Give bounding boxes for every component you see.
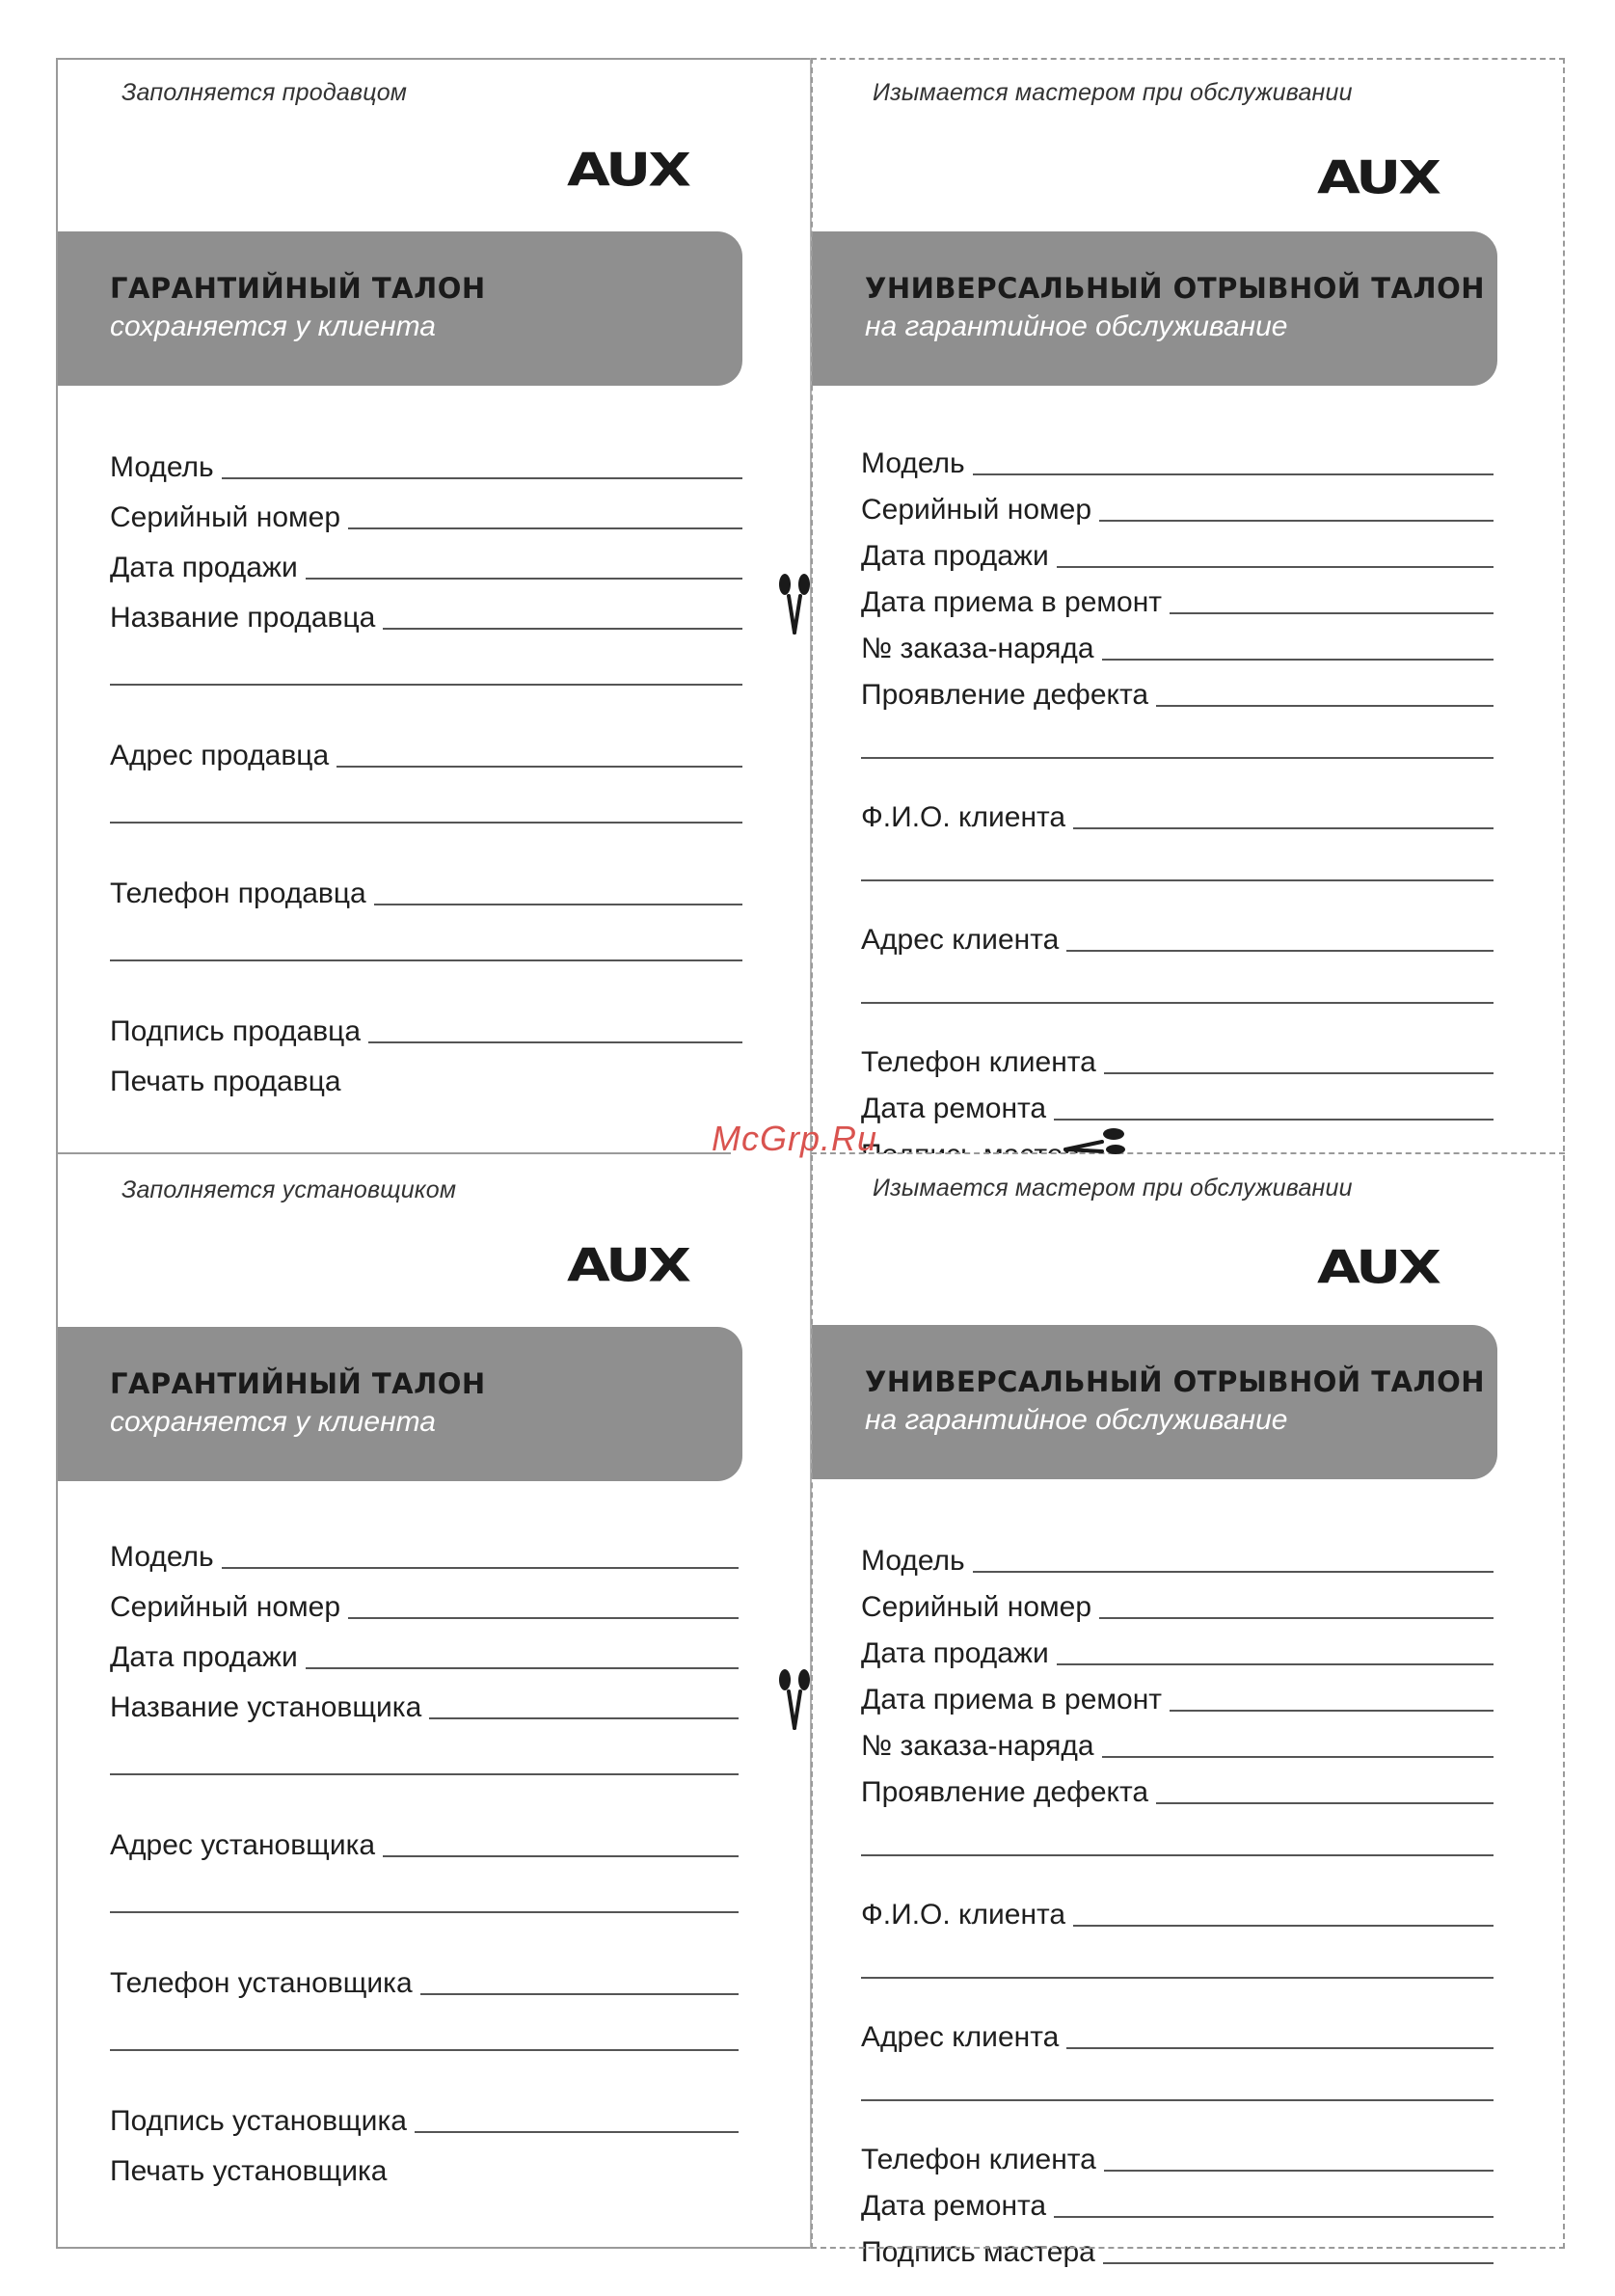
- field-model[interactable]: [861, 434, 1494, 480]
- field-serial[interactable]: [110, 484, 742, 534]
- divider-left-horizontal: [56, 1152, 731, 1154]
- title-banner: [56, 1327, 742, 1481]
- scissors-icon: [775, 1662, 814, 1730]
- field-label: Подпись продавца: [110, 1015, 362, 1047]
- field-label: Серийный номер: [861, 1591, 1092, 1623]
- field-sale-date[interactable]: [861, 1624, 1494, 1670]
- coupon-fields: [861, 1531, 1494, 2269]
- border-top-left: [56, 58, 811, 60]
- field-client-address[interactable]: [861, 2008, 1494, 2054]
- title-banner: [811, 1325, 1497, 1479]
- field-label: Ф.И.О. клиента: [861, 801, 1066, 833]
- aux-logo: AUX: [1317, 150, 1439, 204]
- aux-logo: AUX: [1317, 1240, 1439, 1294]
- field-label: Дата приема в ремонт: [861, 586, 1163, 618]
- field-order-number[interactable]: [861, 1716, 1494, 1763]
- scissors-icon: [1063, 1121, 1131, 1159]
- field-installer-address[interactable]: [110, 1812, 739, 1862]
- cut-line-top[interactable]: [811, 58, 1565, 60]
- field-repair-in-date[interactable]: [861, 573, 1494, 619]
- tearoff-coupon-top: [811, 58, 1565, 1153]
- seller-fields: [110, 434, 742, 1098]
- coupon-fields: [861, 434, 1494, 1172]
- banner-title: ГАРАНТИЙНЫЙ ТАЛОН: [110, 272, 486, 305]
- field-label: Модель: [861, 1545, 965, 1577]
- field-label: № заказа-наряда: [861, 1730, 1094, 1762]
- field-label: Проявление дефекта: [861, 1776, 1149, 1808]
- field-label: Адрес продавца: [110, 740, 330, 771]
- panel-note: Изымается мастером при обслуживании: [873, 79, 1353, 106]
- banner-title: ГАРАНТИЙНЫЙ ТАЛОН: [110, 1367, 486, 1400]
- field-master-signature[interactable]: [861, 2223, 1494, 2269]
- field-client-address[interactable]: [861, 910, 1494, 957]
- field-repair-date[interactable]: [861, 2176, 1494, 2223]
- field-label: Серийный номер: [110, 501, 341, 533]
- banner-subtitle: сохраняется у клиента: [110, 1406, 436, 1438]
- field-label: Проявление дефекта: [861, 679, 1149, 711]
- aux-logo: AUX: [567, 143, 688, 197]
- field-label: Серийный номер: [110, 1591, 341, 1623]
- cut-line-right[interactable]: [1563, 58, 1565, 2249]
- field-installer-phone[interactable]: [110, 1950, 739, 2000]
- field-label: Дата ремонта: [861, 2190, 1047, 2222]
- field-defect[interactable]: [861, 1763, 1494, 1809]
- field-sale-date[interactable]: [110, 534, 742, 584]
- banner-subtitle: сохраняется у клиента: [110, 311, 436, 342]
- scissors-icon: [775, 567, 814, 635]
- field-seller-address[interactable]: [110, 722, 742, 772]
- field-label: Модель: [110, 451, 214, 483]
- banner-subtitle: на гарантийное обслуживание: [865, 311, 1288, 342]
- border-bottom-left: [56, 2247, 811, 2249]
- title-banner: [56, 231, 742, 386]
- field-seller-signature[interactable]: [110, 998, 742, 1048]
- field-label: Дата продажи: [861, 540, 1049, 572]
- field-label: Дата ремонта: [861, 1093, 1047, 1124]
- field-client-phone[interactable]: [861, 2130, 1494, 2176]
- field-label: Телефон установщика: [110, 1967, 413, 1999]
- banner-subtitle: на гарантийное обслуживание: [865, 1404, 1288, 1436]
- warranty-card-installer: [56, 1153, 811, 2249]
- field-label: Подпись мастера: [861, 2236, 1095, 2268]
- field-installer-stamp: [110, 2138, 739, 2188]
- field-order-number[interactable]: [861, 619, 1494, 665]
- field-sale-date[interactable]: [110, 1624, 739, 1674]
- cut-line-bottom[interactable]: [811, 2247, 1565, 2249]
- panel-note: Изымается мастером при обслуживании: [873, 1175, 1353, 1202]
- field-seller-stamp: [110, 1048, 742, 1098]
- field-label: Ф.И.О. клиента: [861, 1899, 1066, 1931]
- field-serial[interactable]: [861, 480, 1494, 527]
- warranty-card-seller: [56, 58, 811, 1153]
- field-label: Дата продажи: [861, 1637, 1049, 1669]
- field-seller-phone[interactable]: [110, 860, 742, 910]
- field-label: Название установщика: [110, 1691, 422, 1723]
- field-model[interactable]: [861, 1531, 1494, 1578]
- field-installer-signature[interactable]: [110, 2088, 739, 2138]
- field-label: Телефон продавца: [110, 878, 366, 909]
- watermark: McGrp.Ru: [712, 1119, 878, 1158]
- field-label: Печать продавца: [110, 1066, 341, 1097]
- field-serial[interactable]: [110, 1574, 739, 1624]
- field-installer-name[interactable]: [110, 1674, 739, 1724]
- field-defect[interactable]: [861, 665, 1494, 712]
- panel-note: Заполняется установщиком: [121, 1176, 457, 1203]
- field-repair-in-date[interactable]: [861, 1670, 1494, 1716]
- banner-title: УНИВЕРСАЛЬНЫЙ ОТРЫВНОЙ ТАЛОН: [865, 1365, 1486, 1398]
- field-label: Дата приема в ремонт: [861, 1684, 1163, 1715]
- cut-line-middle[interactable]: [811, 1152, 1565, 1154]
- field-repair-date[interactable]: [861, 1079, 1494, 1125]
- field-label: Подпись установщика: [110, 2105, 407, 2137]
- field-label: Печать установщика: [110, 2155, 388, 2187]
- field-label: Модель: [110, 1541, 214, 1573]
- field-label: Дата продажи: [110, 552, 298, 583]
- field-label: Дата продажи: [110, 1641, 298, 1673]
- field-model[interactable]: [110, 1524, 739, 1574]
- banner-title: УНИВЕРСАЛЬНЫЙ ОТРЫВНОЙ ТАЛОН: [865, 272, 1486, 305]
- panel-note: Заполняется продавцом: [121, 79, 408, 106]
- field-serial[interactable]: [861, 1578, 1494, 1624]
- field-label: Адрес клиента: [861, 924, 1060, 956]
- field-seller-name[interactable]: [110, 584, 742, 635]
- field-client-phone[interactable]: [861, 1033, 1494, 1079]
- aux-logo: AUX: [567, 1238, 688, 1292]
- title-banner: [811, 231, 1497, 386]
- installer-fields: [110, 1524, 739, 2188]
- field-label: Серийный номер: [861, 494, 1092, 526]
- field-sale-date[interactable]: [861, 527, 1494, 573]
- field-model[interactable]: [110, 434, 742, 484]
- field-label: № заказа-наряда: [861, 633, 1094, 664]
- field-client-name[interactable]: [861, 1885, 1494, 1931]
- field-label: Адрес клиента: [861, 2021, 1060, 2053]
- field-label: Телефон клиента: [861, 2144, 1096, 2175]
- tearoff-coupon-bottom: [811, 1153, 1565, 2268]
- field-label: Название продавца: [110, 602, 376, 634]
- field-label: Адрес установщика: [110, 1829, 376, 1861]
- field-label: Модель: [861, 447, 965, 479]
- field-label: Телефон клиента: [861, 1046, 1096, 1078]
- field-client-name[interactable]: [861, 788, 1494, 834]
